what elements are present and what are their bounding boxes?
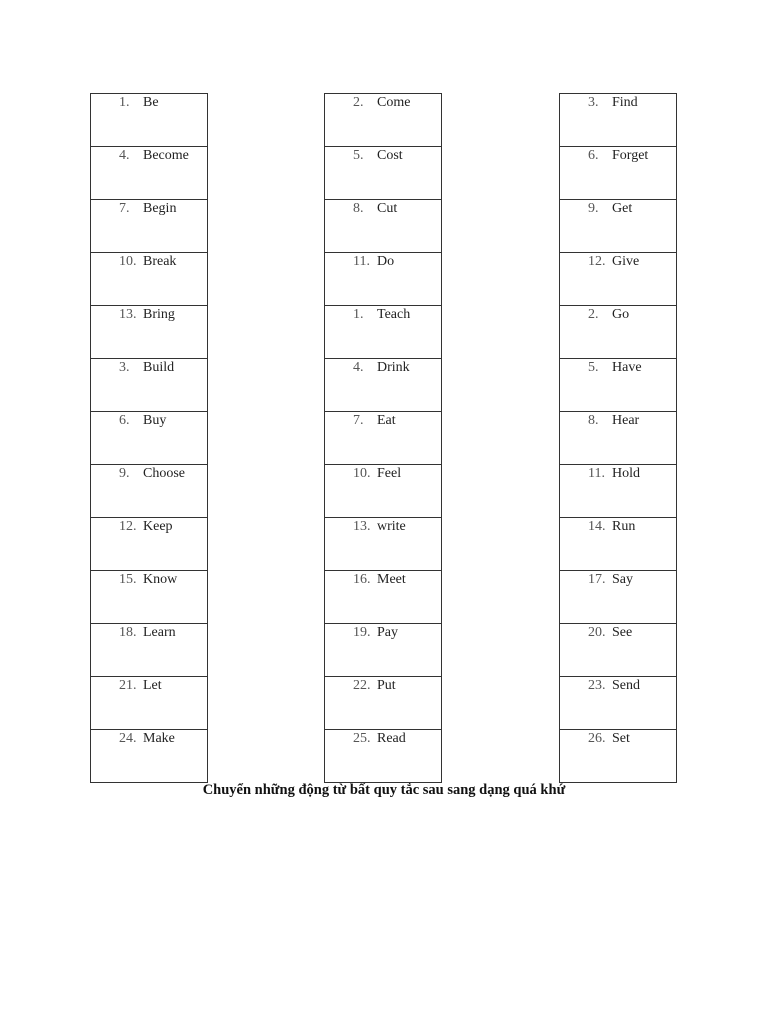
verb-word: Begin [143,201,177,216]
verb-number: 2. [353,95,364,110]
verb-cell [560,306,676,359]
verb-cell [91,253,207,306]
verb-number: 8. [353,201,364,216]
verb-number: 10. [119,254,137,269]
verb-cell [325,571,441,624]
verb-cell [325,465,441,518]
verb-number: 24. [119,731,137,746]
verb-number: 17. [588,572,606,587]
verb-word: Make [143,731,175,746]
verb-cell [560,94,676,147]
verb-number: 1. [119,95,130,110]
verb-number: 7. [353,413,364,428]
verb-cell [91,677,207,730]
verb-word: Have [612,360,642,375]
verb-number: 23. [588,678,606,693]
verb-cell [560,624,676,677]
verb-cell [91,412,207,465]
verb-number: 9. [119,466,130,481]
verb-column-1 [90,93,208,783]
verb-word: Put [377,678,396,693]
verb-word: Hear [612,413,640,428]
verb-number: 26. [588,731,606,746]
verb-word: Give [612,254,640,269]
verb-cell [560,359,676,412]
verb-word: Set [612,731,630,746]
verb-word: Meet [377,572,406,587]
verb-cell [325,306,441,359]
verb-number: 12. [588,254,606,269]
verb-word: Come [377,95,411,110]
verb-word: Learn [143,625,176,640]
verb-cell [325,359,441,412]
verb-number: 2. [588,307,599,322]
verb-number: 4. [353,360,364,375]
verb-number: 13. [119,307,137,322]
verb-cell [91,730,207,783]
verb-word: Read [377,731,406,746]
verb-number: 7. [119,201,130,216]
verb-word: Send [612,678,640,693]
verb-word: Eat [377,413,396,428]
verb-number: 22. [353,678,371,693]
verb-word: Get [612,201,633,216]
verb-cell [91,518,207,571]
verb-cell [325,253,441,306]
verb-number: 13. [353,519,371,534]
verb-word: Become [143,148,189,163]
verb-word: Build [143,360,175,375]
verb-cell [91,465,207,518]
verb-number: 8. [588,413,599,428]
verb-number: 12. [119,519,137,534]
verb-number: 20. [588,625,606,640]
verb-word: Let [143,678,162,693]
verb-cell [560,147,676,200]
verb-word: Teach [377,307,411,322]
verb-cell [325,518,441,571]
verb-word: Pay [377,625,398,640]
verb-number: 4. [119,148,130,163]
verb-cell [560,730,676,783]
verb-word: Choose [143,466,185,481]
verb-word: Forget [612,148,649,163]
verb-number: 16. [353,572,371,587]
verb-column-3 [559,93,677,783]
verb-cell [325,412,441,465]
verb-number: 6. [588,148,599,163]
verb-cell [560,412,676,465]
verb-word: write [377,519,406,534]
verb-number: 15. [119,572,137,587]
verb-number: 19. [353,625,371,640]
verb-cell [560,677,676,730]
verb-word: Drink [377,360,410,375]
verb-number: 5. [353,148,364,163]
verb-column-2 [324,93,442,783]
verb-word: Know [143,572,178,587]
verb-cell [560,571,676,624]
verb-number: 3. [119,360,130,375]
verb-cell [91,624,207,677]
verb-cell [91,94,207,147]
verb-word: Buy [143,413,167,428]
verb-cell [325,730,441,783]
verb-cell [325,624,441,677]
verb-cell [91,571,207,624]
verb-word: Hold [612,466,640,481]
verb-number: 5. [588,360,599,375]
verb-cell [325,94,441,147]
instruction-caption: Chuyển những động từ bất quy tắc sau sang dạng quá khứ [202,782,566,798]
verb-word: Go [612,307,630,322]
verb-number: 21. [119,678,137,693]
verb-number: 10. [353,466,371,481]
verb-word: Break [143,254,177,269]
verb-word: Bring [143,307,175,322]
verb-word: Find [612,95,638,110]
verb-number: 3. [588,95,599,110]
verb-word: Keep [143,519,173,534]
verb-cell [325,677,441,730]
verb-word: Be [143,95,159,110]
verb-word: Do [377,254,395,269]
verb-number: 18. [119,625,137,640]
verb-cell [325,200,441,253]
verb-cell [91,147,207,200]
verb-cell [560,200,676,253]
verb-word: See [612,625,633,640]
verb-word: Feel [377,466,402,481]
verb-number: 14. [588,519,606,534]
verb-cell [325,147,441,200]
verb-word: Say [612,572,633,587]
verb-cell [560,518,676,571]
verb-word: Run [612,519,636,534]
verb-word: Cut [377,201,398,216]
verb-number: 6. [119,413,130,428]
verb-number: 11. [353,254,370,269]
verb-cell [560,253,676,306]
verb-cell [560,465,676,518]
verb-number: 25. [353,731,371,746]
verb-cell [91,306,207,359]
verb-number: 1. [353,307,364,322]
verb-number: 9. [588,201,599,216]
verb-word: Cost [377,148,403,163]
verb-cell [91,359,207,412]
verb-cell [91,200,207,253]
verb-number: 11. [588,466,605,481]
